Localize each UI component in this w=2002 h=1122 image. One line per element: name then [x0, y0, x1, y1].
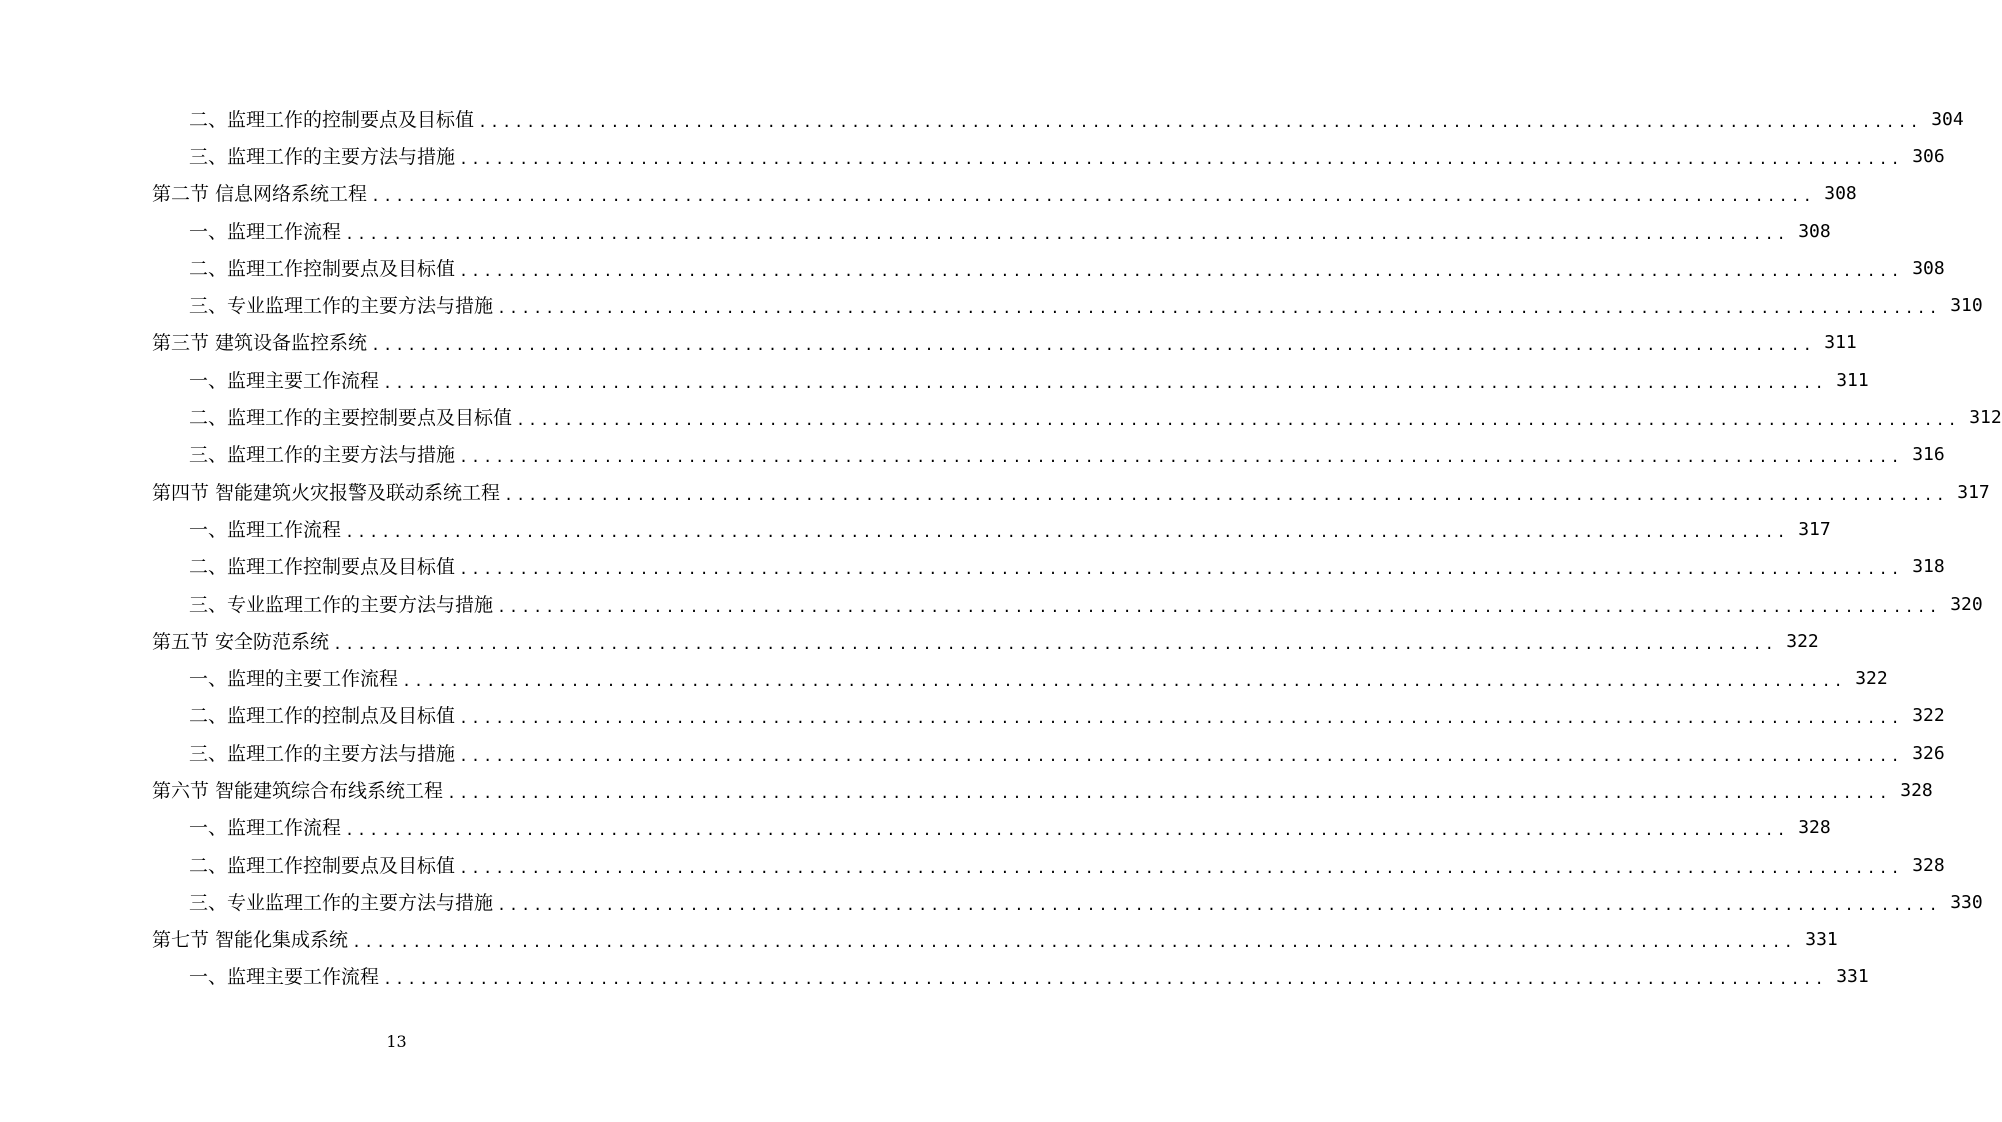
- dot-leader: ........................................................................................................................: [459, 149, 1903, 168]
- toc-item-entry[interactable]: [0, 101, 1964, 138]
- toc-entry-label: 三、监理工作的主要方法与措施: [189, 742, 456, 765]
- dot-leader: ........................................................................................................................: [497, 299, 1941, 318]
- dot-leader: ........................................................................................................................: [478, 112, 1922, 131]
- table-of-contents: [0, 101, 2002, 996]
- toc-entry-page: 318: [1912, 556, 1945, 578]
- dot-leader: ........................................................................................................................: [516, 411, 1960, 430]
- toc-entry-label: 二、监理工作控制要点及目标值: [189, 257, 456, 280]
- toc-entry-page: 311: [1824, 332, 1857, 354]
- toc-item-entry[interactable]: [0, 250, 1945, 287]
- dot-leader: ........................................................................................................................: [497, 597, 1941, 616]
- toc-entry-label: 第三节 建筑设备监控系统: [152, 332, 368, 355]
- toc-entry-page: 312: [1969, 407, 2002, 429]
- toc-item-entry[interactable]: [0, 511, 1831, 548]
- toc-item-entry[interactable]: [0, 660, 1888, 697]
- toc-item-entry[interactable]: [0, 735, 1945, 772]
- toc-entry-label: 一、监理主要工作流程: [189, 369, 380, 392]
- toc-entry-label: 三、专业监理工作的主要方法与措施: [189, 593, 494, 616]
- dot-leader: ........................................................................................................................: [459, 709, 1903, 728]
- dot-leader: ........................................................................................................................: [345, 821, 1789, 840]
- toc-entry-page: 331: [1836, 966, 1869, 988]
- toc-item-entry[interactable]: [0, 586, 1983, 623]
- toc-entry-label: 第二节 信息网络系统工程: [152, 183, 368, 206]
- toc-item-entry[interactable]: [0, 437, 1945, 474]
- toc-item-entry[interactable]: [0, 213, 1831, 250]
- toc-entry-page: 322: [1912, 705, 1945, 727]
- toc-entry-page: 304: [1931, 108, 1964, 130]
- dot-leader: ........................................................................................................................: [497, 895, 1941, 914]
- toc-item-entry[interactable]: [0, 698, 1945, 735]
- toc-entry-page: 311: [1836, 369, 1869, 391]
- toc-section-entry[interactable]: [0, 474, 1990, 511]
- dot-leader: ........................................................................................................................: [345, 224, 1789, 243]
- dot-leader: ........................................................................................................................: [352, 933, 1796, 952]
- toc-entry-page: 322: [1855, 668, 1888, 690]
- toc-entry-label: 二、监理工作的控制要点及目标值: [189, 108, 475, 131]
- toc-section-entry[interactable]: [0, 772, 1933, 809]
- dot-leader: ........................................................................................................................: [459, 448, 1903, 467]
- toc-entry-page: 308: [1912, 257, 1945, 279]
- toc-entry-page: 330: [1950, 891, 1983, 913]
- toc-item-entry[interactable]: [0, 810, 1831, 847]
- toc-entry-page: 328: [1798, 817, 1831, 839]
- toc-entry-page: 316: [1912, 444, 1945, 466]
- dot-leader: ........................................................................................................................: [383, 373, 1827, 392]
- toc-item-entry[interactable]: [0, 959, 1869, 996]
- dot-leader: ........................................................................................................................: [383, 970, 1827, 989]
- toc-entry-page: 317: [1798, 518, 1831, 540]
- dot-leader: ........................................................................................................................: [459, 261, 1903, 280]
- toc-entry-label: 三、监理工作的主要方法与措施: [189, 145, 456, 168]
- dot-leader: ........................................................................................................................: [504, 485, 1948, 504]
- toc-entry-label: 第四节 智能建筑火灾报警及联动系统工程: [152, 481, 501, 504]
- toc-entry-label: 第七节 智能化集成系统: [152, 929, 349, 952]
- toc-entry-page: 328: [1900, 779, 1933, 801]
- toc-entry-page: 317: [1957, 481, 1990, 503]
- toc-section-entry[interactable]: [0, 325, 1857, 362]
- toc-entry-label: 第五节 安全防范系统: [152, 630, 330, 653]
- toc-entry-label: 一、监理工作流程: [189, 817, 342, 840]
- toc-entry-label: 一、监理的主要工作流程: [189, 668, 399, 691]
- toc-item-entry[interactable]: [0, 362, 1869, 399]
- dot-leader: ........................................................................................................................: [371, 187, 1815, 206]
- toc-entry-label: 一、监理工作流程: [189, 518, 342, 541]
- dot-leader: ........................................................................................................................: [333, 634, 1777, 653]
- toc-item-entry[interactable]: [0, 138, 1945, 175]
- toc-section-entry[interactable]: [0, 922, 1838, 959]
- page-number: 13: [386, 1032, 407, 1051]
- dot-leader: ........................................................................................................................: [459, 746, 1903, 765]
- toc-entry-page: 320: [1950, 593, 1983, 615]
- toc-entry-label: 一、监理工作流程: [189, 220, 342, 243]
- toc-item-entry[interactable]: [0, 399, 2002, 436]
- toc-item-entry[interactable]: [0, 287, 1983, 324]
- toc-section-entry[interactable]: [0, 623, 1819, 660]
- toc-entry-label: 第六节 智能建筑综合布线系统工程: [152, 779, 444, 802]
- toc-entry-page: 306: [1912, 145, 1945, 167]
- toc-entry-label: 二、监理工作控制要点及目标值: [189, 854, 456, 877]
- toc-item-entry[interactable]: [0, 549, 1945, 586]
- dot-leader: ........................................................................................................................: [371, 336, 1815, 355]
- dot-leader: ........................................................................................................................: [459, 560, 1903, 579]
- toc-entry-label: 二、监理工作的主要控制要点及目标值: [189, 407, 513, 430]
- toc-entry-page: 322: [1786, 630, 1819, 652]
- dot-leader: ........................................................................................................................: [447, 783, 1891, 802]
- toc-entry-label: 二、监理工作的控制点及目标值: [189, 705, 456, 728]
- toc-item-entry[interactable]: [0, 884, 1983, 921]
- toc-entry-page: 308: [1798, 220, 1831, 242]
- toc-entry-label: 一、监理主要工作流程: [189, 966, 380, 989]
- toc-entry-page: 328: [1912, 854, 1945, 876]
- toc-entry-label: 三、专业监理工作的主要方法与措施: [189, 295, 494, 318]
- dot-leader: ........................................................................................................................: [345, 522, 1789, 541]
- toc-entry-label: 三、监理工作的主要方法与措施: [189, 444, 456, 467]
- toc-item-entry[interactable]: [0, 847, 1945, 884]
- toc-section-entry[interactable]: [0, 176, 1857, 213]
- dot-leader: ........................................................................................................................: [402, 672, 1846, 691]
- dot-leader: ........................................................................................................................: [459, 858, 1903, 877]
- toc-entry-page: 326: [1912, 742, 1945, 764]
- toc-entry-page: 331: [1805, 929, 1838, 951]
- toc-entry-label: 二、监理工作控制要点及目标值: [189, 556, 456, 579]
- toc-entry-label: 三、专业监理工作的主要方法与措施: [189, 891, 494, 914]
- toc-entry-page: 308: [1824, 183, 1857, 205]
- toc-entry-page: 310: [1950, 295, 1983, 317]
